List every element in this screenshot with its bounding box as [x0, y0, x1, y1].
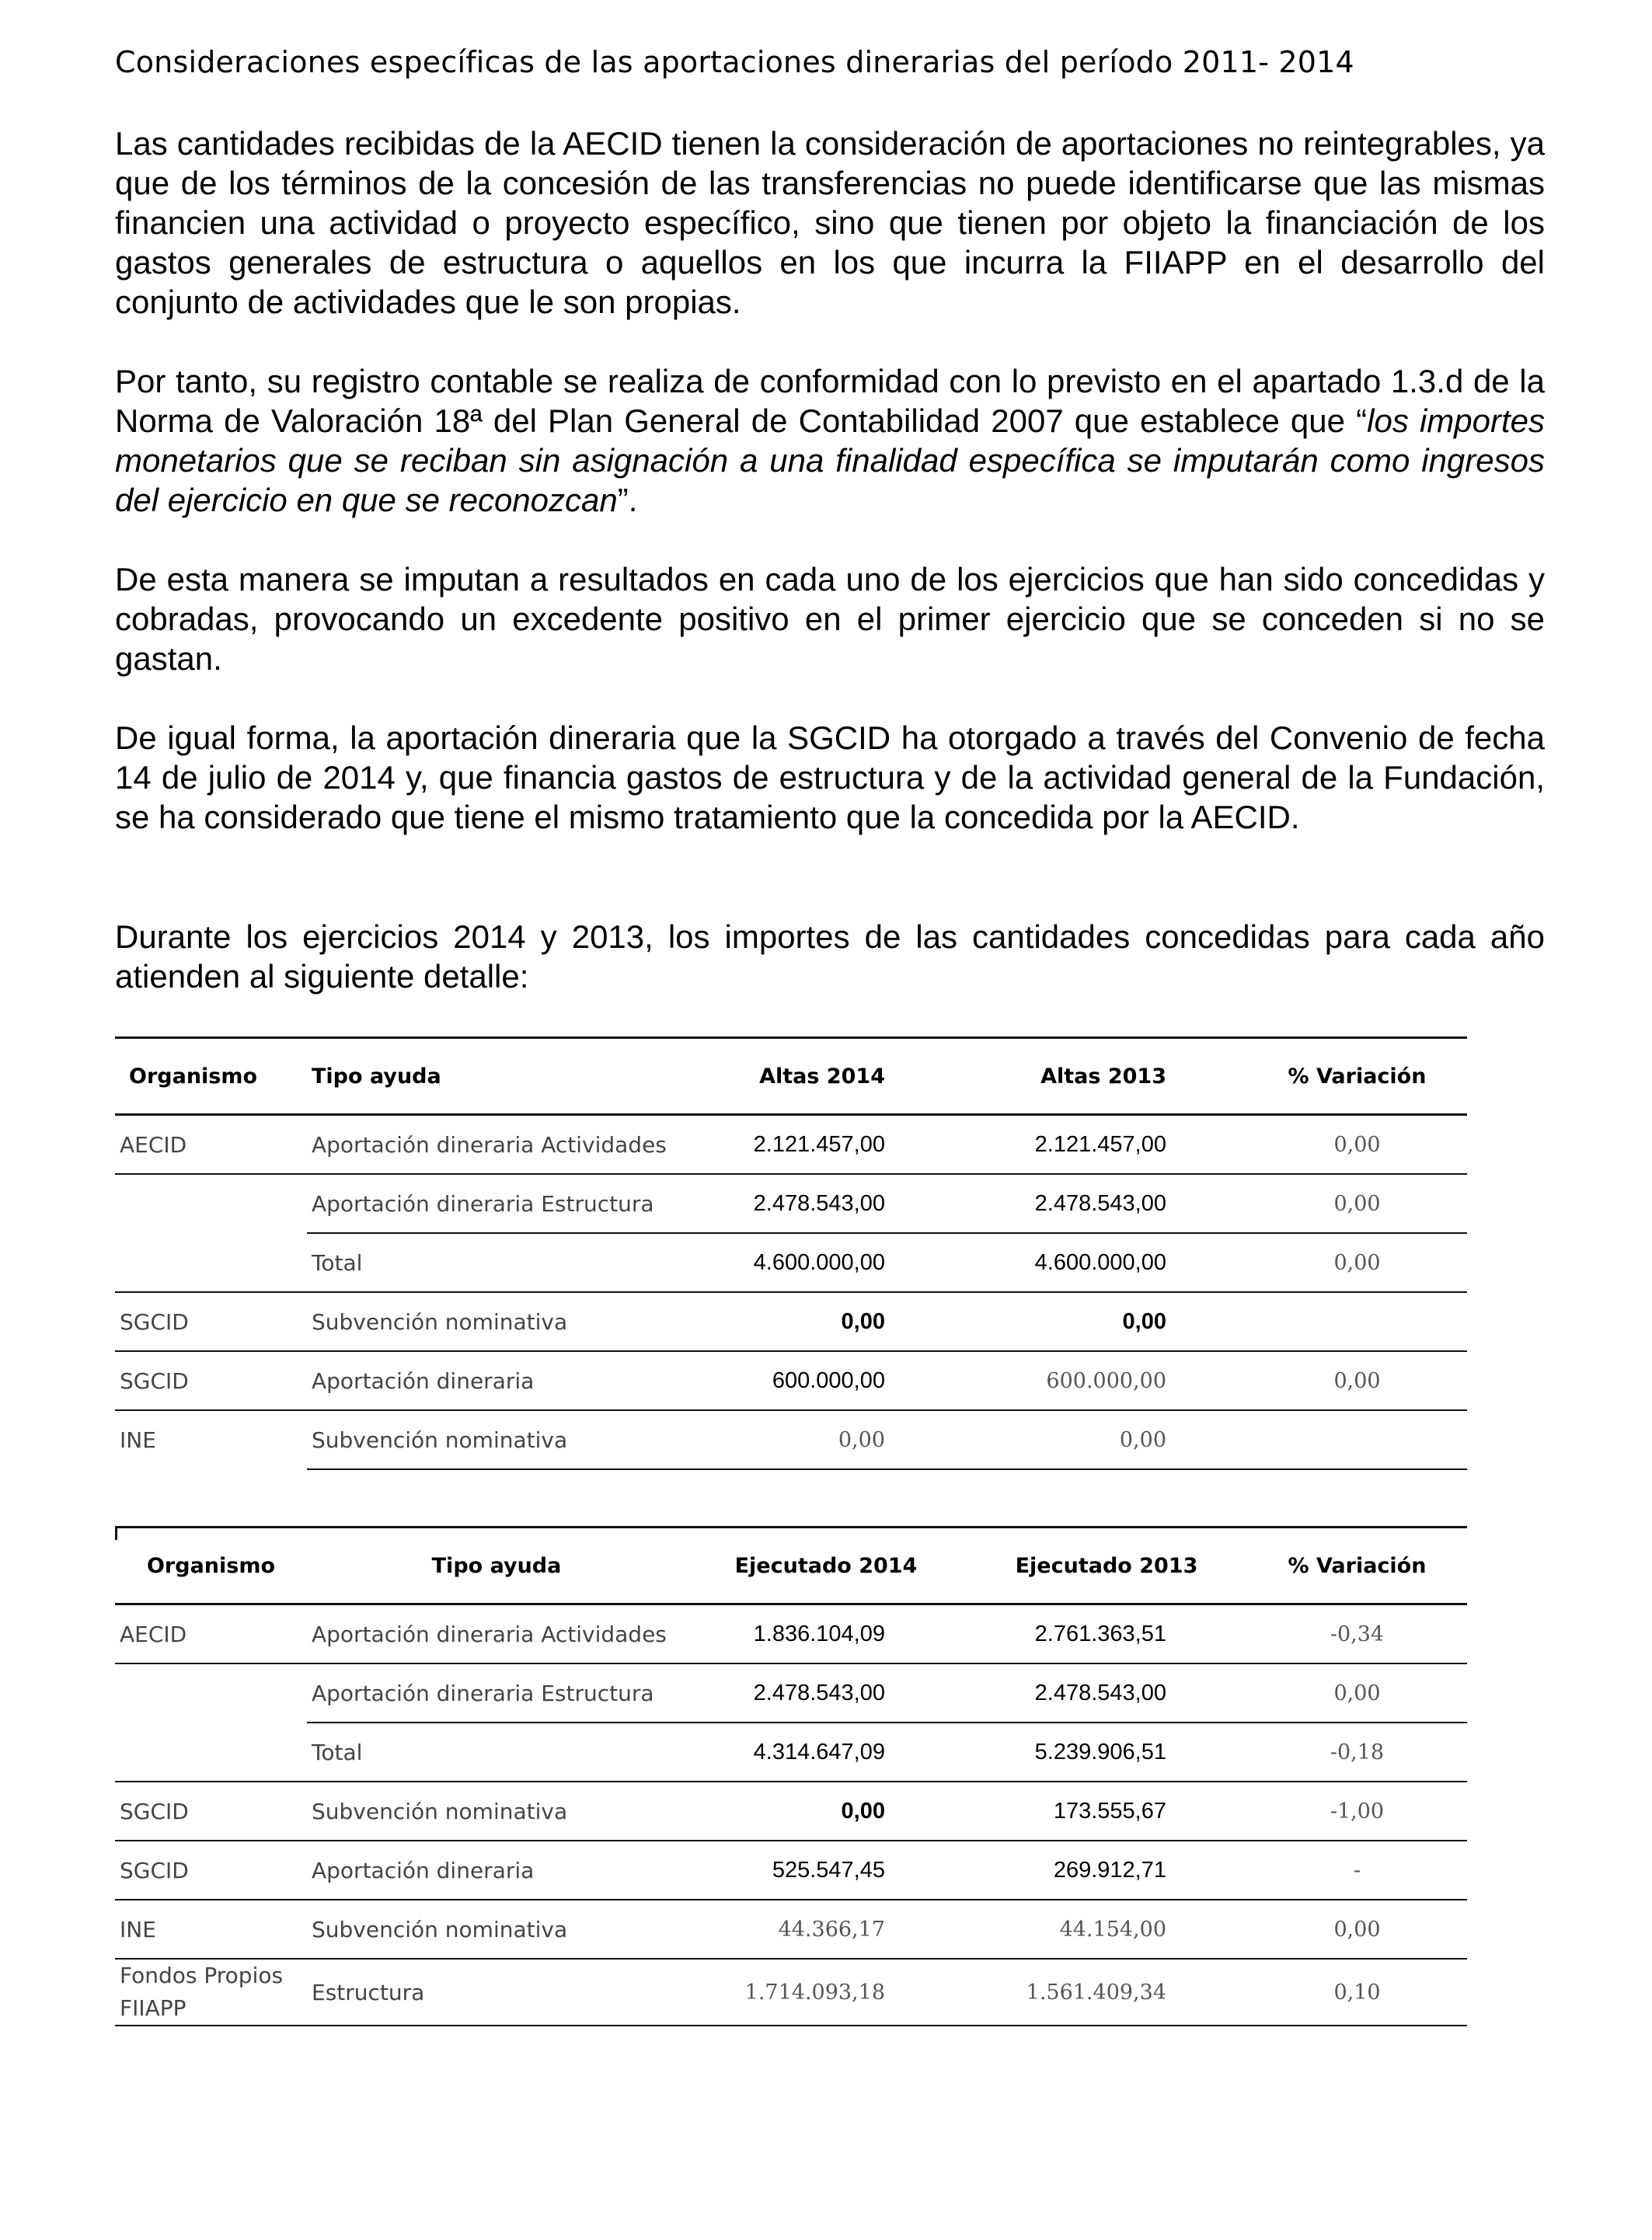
column-header-altas-2013: Altas 2013 [966, 1038, 1247, 1115]
cell-tipo-ayuda: Aportación dineraria [307, 1841, 686, 1900]
column-header-variacion: % Variación [1247, 1528, 1467, 1604]
cell-tipo-ayuda: Subvención nominativa [307, 1782, 686, 1841]
cell-ejecutado-2013: 5.239.906,51 [966, 1723, 1247, 1782]
table-row [115, 1351, 1467, 1410]
cell-tipo-ayuda: Subvención nominativa [307, 1900, 686, 1959]
cell-altas-2014: 2.121.457,00 [686, 1115, 966, 1175]
cell-altas-2013: 0,00 [966, 1410, 1247, 1469]
table-row [115, 1900, 1467, 1959]
cell-organismo: AECID [115, 1604, 307, 1664]
ejecutado-table [115, 1526, 1467, 2026]
cell-ejecutado-2014: 2.478.543,00 [686, 1663, 966, 1723]
cell-variacion: 0,00 [1247, 1233, 1467, 1292]
cell-altas-2013: 4.600.000,00 [966, 1233, 1247, 1292]
table-row [115, 1115, 1467, 1175]
cell-variacion: 0,00 [1247, 1174, 1467, 1233]
cell-organismo: SGCID [115, 1292, 307, 1351]
cell-variacion: - [1247, 1841, 1467, 1900]
table-row [115, 1663, 1467, 1723]
cell-ejecutado-2013: 1.561.409,34 [966, 1959, 1247, 2026]
quoted-norm-text: los importes monetarios que se reciban sin asignación a una finalidad específica se imputarán como ingresos del ejercicio en que se reconozcan [115, 402, 1545, 518]
cell-organismo: SGCID [115, 1782, 307, 1841]
cell-ejecutado-2014: 0,00 [686, 1782, 966, 1841]
section-heading: Consideraciones específicas de las aportaciones dinerarias del período 2011- 2014 [115, 45, 1354, 79]
cell-tipo-ayuda: Aportación dineraria Estructura [307, 1663, 686, 1723]
paragraph-text-end: ”. [617, 482, 638, 518]
cell-tipo-ayuda: Estructura [307, 1959, 686, 2026]
cell-ejecutado-2013: 173.555,67 [966, 1782, 1247, 1841]
table-row [115, 1782, 1467, 1841]
table-row [115, 1604, 1467, 1664]
cell-organismo [115, 1233, 307, 1292]
table-row [115, 1292, 1467, 1351]
cell-ejecutado-2013: 2.478.543,00 [966, 1663, 1247, 1723]
column-header-altas-2014: Altas 2014 [686, 1038, 966, 1115]
cell-variacion [1247, 1410, 1467, 1469]
paragraph-aecid-contributions: Las cantidades recibidas de la AECID tienen la consideración de aportaciones no reintegrables, ya que de los términos de la concesión de las transferencias no puede identificarse que las mismas financien una actividad o proyecto específico, sino que tienen por objeto la financiación de los gastos generales de estructura o aquellos en los que incurra la FIIAPP en el desarrollo del conjunto de actividades que le son propias. [115, 125, 1545, 320]
cell-altas-2013: 2.121.457,00 [966, 1115, 1247, 1175]
cell-variacion: 0,00 [1247, 1351, 1467, 1410]
cell-altas-2014: 4.600.000,00 [686, 1233, 966, 1292]
cell-ejecutado-2014: 44.366,17 [686, 1900, 966, 1959]
cell-ejecutado-2014: 4.314.647,09 [686, 1723, 966, 1782]
cell-ejecutado-2014: 1.836.104,09 [686, 1604, 966, 1664]
cell-ejecutado-2013: 269.912,71 [966, 1841, 1247, 1900]
table-row [115, 1233, 1467, 1292]
cell-tipo-ayuda: Total [307, 1233, 686, 1292]
cell-altas-2013: 0,00 [966, 1292, 1247, 1351]
paragraph-detail-intro: Durante los ejercicios 2014 y 2013, los importes de las cantidades concedidas para cada año atienden al siguiente detalle: [115, 918, 1545, 995]
cell-variacion: 0,00 [1247, 1663, 1467, 1723]
cell-ejecutado-2014: 525.547,45 [686, 1841, 966, 1900]
cell-organismo [115, 1723, 307, 1782]
column-header-ejecutado-2014: Ejecutado 2014 [686, 1528, 966, 1604]
table-row [115, 1410, 1467, 1469]
cell-variacion: -0,34 [1247, 1604, 1467, 1664]
cell-variacion: 0,00 [1247, 1115, 1467, 1175]
column-header-tipo-ayuda: Tipo ayuda [307, 1038, 686, 1115]
cell-organismo: SGCID [115, 1351, 307, 1410]
paragraph-imputation: De esta manera se imputan a resultados en cada uno de los ejercicios que han sido concedidas y cobradas, provocando un excedente positivo en el primer ejercicio que se conceden si no se gastan. [115, 561, 1545, 677]
column-header-organismo: Organismo [115, 1528, 307, 1604]
cell-tipo-ayuda: Subvención nominativa [307, 1292, 686, 1351]
cell-ejecutado-2014: 1.714.093,18 [686, 1959, 966, 2026]
column-header-organismo: Organismo [115, 1038, 307, 1115]
table-row [115, 1174, 1467, 1233]
cell-variacion [1247, 1292, 1467, 1351]
table-header-row [115, 1528, 1467, 1604]
cell-organismo: Fondos Propios FIIAPP [115, 1959, 307, 2026]
cell-organismo: AECID [115, 1115, 307, 1175]
cell-tipo-ayuda: Aportación dineraria Actividades [307, 1604, 686, 1664]
paragraph-text: Por tanto, su registro contable se realiza de conformidad con lo previsto en el apartado 1.3.d de la Norma de Valoración 18ª del Plan General de Contabilidad 2007 que establece que “ [115, 363, 1545, 439]
paragraph-sgcid: De igual forma, la aportación dineraria que la SGCID ha otorgado a través del Convenio de fecha 14 de julio de 2014 y, que financia gastos de estructura y de la actividad general de la Fundación, se ha considerado que tiene el mismo tratamiento que la concedida por la AECID. [115, 719, 1545, 835]
cell-variacion: -1,00 [1247, 1782, 1467, 1841]
cell-tipo-ayuda: Subvención nominativa [307, 1410, 686, 1469]
cell-tipo-ayuda: Aportación dineraria [307, 1351, 686, 1410]
cell-organismo: SGCID [115, 1841, 307, 1900]
paragraph-accounting-record [115, 361, 1545, 520]
table-row [115, 1959, 1467, 2026]
cell-altas-2014: 600.000,00 [686, 1351, 966, 1410]
cell-altas-2014: 2.478.543,00 [686, 1174, 966, 1233]
cell-variacion: 0,00 [1247, 1900, 1467, 1959]
cell-organismo [115, 1663, 307, 1723]
column-header-ejecutado-2013: Ejecutado 2013 [966, 1528, 1247, 1604]
cell-organismo [115, 1174, 307, 1233]
altas-table [115, 1036, 1467, 1470]
cell-ejecutado-2013: 44.154,00 [966, 1900, 1247, 1959]
column-header-tipo-ayuda: Tipo ayuda [307, 1528, 686, 1604]
table-row [115, 1841, 1467, 1900]
cell-tipo-ayuda: Aportación dineraria Estructura [307, 1174, 686, 1233]
column-header-variacion: % Variación [1247, 1038, 1467, 1115]
table-header-row [115, 1038, 1467, 1115]
cell-tipo-ayuda: Total [307, 1723, 686, 1782]
cell-organismo: INE [120, 1427, 156, 1453]
cell-organismo: INE [115, 1900, 307, 1959]
cell-ejecutado-2013: 2.761.363,51 [966, 1604, 1247, 1664]
cell-altas-2013: 600.000,00 [966, 1351, 1247, 1410]
cell-tipo-ayuda: Aportación dineraria Actividades [307, 1115, 686, 1175]
cell-variacion: 0,10 [1247, 1959, 1467, 2026]
cell-altas-2014: 0,00 [686, 1410, 966, 1469]
cell-variacion: -0,18 [1247, 1723, 1467, 1782]
cell-altas-2013: 2.478.543,00 [966, 1174, 1247, 1233]
cell-altas-2014: 0,00 [686, 1292, 966, 1351]
table-row [115, 1723, 1467, 1782]
